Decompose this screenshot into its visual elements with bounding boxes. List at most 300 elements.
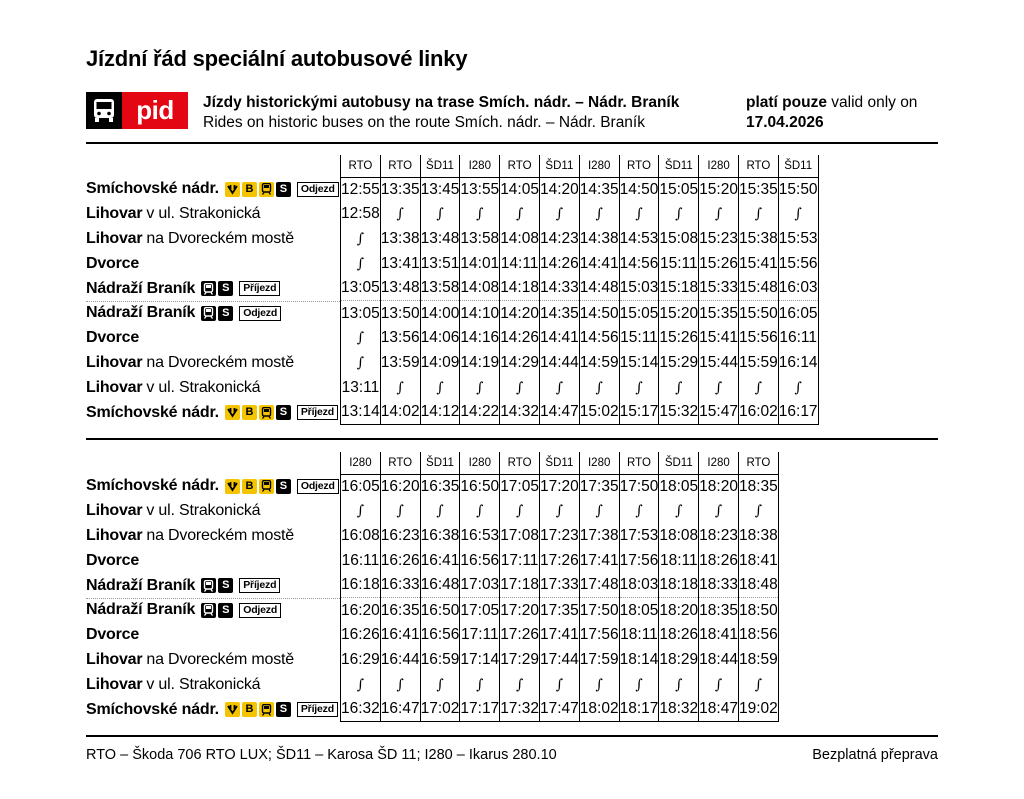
pass-icon: ∫ [356, 255, 365, 272]
departure-time: 14:56 [619, 251, 659, 276]
stop-name: Lihovar [86, 229, 143, 247]
departure-time: 14:10 [460, 301, 500, 326]
pass-through-mark [579, 375, 619, 400]
section-divider [86, 438, 938, 440]
stop-name: Nádraží Braník [86, 279, 196, 297]
vehicle-header-row [341, 452, 779, 474]
departure-time: 15:32 [659, 400, 699, 425]
stop-row [86, 623, 340, 648]
stop-name: Dvorce [86, 254, 140, 272]
stop-name: Smíchovské nádr. [86, 477, 219, 495]
departure-time: 14:06 [420, 326, 460, 351]
departure-time: 15:47 [699, 400, 739, 425]
departure-time: 17:18 [500, 573, 540, 598]
departure-time: 15:17 [619, 400, 659, 425]
stop-name: Lihovar [86, 353, 143, 371]
departure-time: 15:56 [778, 251, 818, 276]
line-s-icon: S [276, 405, 291, 420]
pass-through-mark [341, 227, 381, 252]
vehicle-type: I280 [699, 155, 739, 177]
transfer-icons [201, 281, 235, 296]
pass-icon: ∫ [675, 503, 683, 520]
departure-time: 16:41 [420, 548, 460, 573]
departure-time: 15:26 [659, 326, 699, 351]
pass-through-mark [579, 202, 619, 227]
departure-time: 14:32 [500, 400, 540, 425]
departure-time: 15:20 [659, 301, 699, 326]
departure-time: 17:23 [539, 524, 579, 549]
pass-icon: ∫ [396, 379, 404, 396]
header-divider [86, 142, 938, 144]
vehicle-type: ŠD11 [659, 452, 699, 474]
departure-time: 13:59 [380, 351, 420, 376]
departure-time: 18:18 [659, 573, 699, 598]
departure-time: 17:59 [579, 648, 619, 673]
departure-time: 15:33 [699, 276, 739, 301]
line-s-icon: S [218, 306, 233, 321]
departure-time: 13:11 [341, 375, 381, 400]
stop-row [86, 276, 340, 301]
timetable-grid [340, 155, 819, 425]
stop-row [86, 202, 340, 227]
stop-name: Nádraží Braník [86, 576, 196, 594]
departure-time: 15:38 [738, 227, 778, 252]
departure-time: 16:48 [420, 573, 460, 598]
departure-time: 13:45 [420, 177, 460, 202]
departure-time: 17:20 [500, 598, 540, 623]
vehicle-type: I280 [579, 155, 619, 177]
pass-through-mark [380, 375, 420, 400]
departure-time: 17:11 [500, 548, 540, 573]
departure-time: 12:58 [341, 202, 381, 227]
pass-through-mark [341, 672, 381, 697]
stop-name: Lihovar [86, 502, 143, 520]
stop-row [86, 573, 340, 598]
departure-time: 17:44 [539, 648, 579, 673]
departure-time: 17:33 [539, 573, 579, 598]
pass-through-mark [460, 202, 500, 227]
departure-time: 14:08 [500, 227, 540, 252]
pass-icon: ∫ [356, 230, 365, 247]
time-row [341, 276, 819, 301]
departure-time: 16:38 [420, 524, 460, 549]
departure-time: 15:14 [619, 351, 659, 376]
stop-name: Dvorce [86, 626, 140, 644]
pass-icon: ∫ [675, 379, 683, 396]
vehicle-type: RTO [619, 155, 659, 177]
pass-through-mark [460, 375, 500, 400]
line-s-icon: S [276, 479, 291, 494]
pid-logo-text: pid [122, 92, 188, 129]
departure-time: 13:41 [380, 251, 420, 276]
pass-through-mark [420, 202, 460, 227]
time-row [341, 598, 779, 623]
pass-through-mark [699, 375, 739, 400]
pass-through-mark [380, 202, 420, 227]
validity-note [746, 93, 917, 133]
vehicle-type: ŠD11 [778, 155, 818, 177]
stop-row [86, 375, 340, 400]
pass-icon: ∫ [476, 379, 484, 396]
departure-time: 16:17 [778, 400, 818, 425]
departure-time: 14:00 [420, 301, 460, 326]
stop-row [86, 672, 340, 697]
departure-time: 14:12 [420, 400, 460, 425]
train-icon [201, 306, 216, 321]
vehicle-type: RTO [738, 452, 778, 474]
vehicle-type: RTO [619, 452, 659, 474]
departure-time: 13:38 [380, 227, 420, 252]
departure-time: 13:48 [420, 227, 460, 252]
stop-row [86, 227, 340, 252]
pass-through-mark [380, 672, 420, 697]
departure-time: 13:58 [460, 227, 500, 252]
transfer-icons [225, 405, 293, 420]
departure-time: 16:35 [380, 598, 420, 623]
pass-through-mark [699, 672, 739, 697]
pass-through-mark [341, 499, 381, 524]
transfer-icons [225, 479, 293, 494]
departure-time: 14:18 [500, 276, 540, 301]
line-s-icon: S [276, 182, 291, 197]
departure-time: 14:11 [500, 251, 540, 276]
departure-time: 16:47 [380, 697, 420, 722]
departure-time: 16:11 [341, 548, 381, 573]
pass-icon: ∫ [714, 503, 723, 520]
departure-time: 17:14 [460, 648, 500, 673]
pass-icon: ∫ [595, 503, 603, 520]
departure-time: 18:35 [699, 598, 739, 623]
vehicle-type: RTO [380, 155, 420, 177]
departure-time: 16:44 [380, 648, 420, 673]
train-icon [259, 479, 274, 494]
pass-through-mark [460, 672, 500, 697]
departure-time: 16:35 [420, 474, 460, 499]
departure-time: 14:56 [579, 326, 619, 351]
route-subtitle [203, 93, 679, 133]
pass-through-mark [699, 202, 739, 227]
departure-time: 14:33 [539, 276, 579, 301]
pass-through-mark [738, 499, 778, 524]
departure-time: 17:02 [420, 697, 460, 722]
departure-time: 15:35 [699, 301, 739, 326]
pass-icon: ∫ [436, 379, 444, 396]
stop-row [86, 351, 340, 376]
departure-time: 18:11 [619, 623, 659, 648]
time-row [341, 524, 779, 549]
departure-time: 14:35 [539, 301, 579, 326]
pass-icon: ∫ [476, 503, 484, 520]
departure-time: 14:29 [500, 351, 540, 376]
departure-time: 14:41 [579, 251, 619, 276]
departure-time: 16:23 [380, 524, 420, 549]
stop-row [86, 474, 340, 499]
departure-time: 18:35 [738, 474, 778, 499]
departure-time: 16:08 [341, 524, 381, 549]
departure-time: 14:59 [579, 351, 619, 376]
departure-time: 17:47 [539, 697, 579, 722]
footer-divider [86, 735, 938, 737]
departure-time: 17:35 [579, 474, 619, 499]
pass-icon: ∫ [476, 676, 484, 693]
departure-time: 14:35 [579, 177, 619, 202]
vehicle-type: I280 [579, 452, 619, 474]
pass-icon: ∫ [555, 206, 564, 223]
pass-icon: ∫ [754, 379, 763, 396]
departure-time: 15:05 [619, 301, 659, 326]
departure-time: 16:33 [380, 573, 420, 598]
departure-time: 17:05 [500, 474, 540, 499]
departure-time: 17:38 [579, 524, 619, 549]
departure-time: 13:48 [380, 276, 420, 301]
pass-through-mark [380, 499, 420, 524]
pass-through-mark [659, 499, 699, 524]
departure-time: 15:41 [738, 251, 778, 276]
departure-time: 13:56 [380, 326, 420, 351]
departure-time: 15:48 [738, 276, 778, 301]
vehicle-type: I280 [699, 452, 739, 474]
pass-icon: ∫ [356, 503, 365, 520]
departure-time: 18:59 [738, 648, 778, 673]
pass-icon: ∫ [754, 206, 763, 223]
time-row [341, 548, 779, 573]
time-row [341, 648, 779, 673]
time-row [341, 227, 819, 252]
time-row [341, 400, 819, 425]
departure-time: 15:44 [699, 351, 739, 376]
departure-time: 15:50 [778, 177, 818, 202]
departure-time: 16:56 [420, 623, 460, 648]
departure-time: 15:08 [659, 227, 699, 252]
departure-time: 18:03 [619, 573, 659, 598]
departure-time: 18:41 [699, 623, 739, 648]
vehicle-type: RTO [380, 452, 420, 474]
departure-time: 17:29 [500, 648, 540, 673]
line-s-icon: S [218, 603, 233, 618]
departure-time: 15:18 [659, 276, 699, 301]
time-row [341, 474, 779, 499]
validity-en: valid only on [831, 94, 918, 111]
departure-time: 16:56 [460, 548, 500, 573]
metro-icon [225, 405, 240, 420]
time-row [341, 499, 779, 524]
pass-through-mark [341, 251, 381, 276]
pass-icon: ∫ [356, 354, 365, 371]
pass-icon: ∫ [515, 503, 524, 520]
stop-detail: na Dvoreckém mostě [146, 650, 294, 668]
stop-row [86, 301, 340, 326]
departure-time: 15:11 [619, 326, 659, 351]
pass-through-mark [738, 202, 778, 227]
departure-time: 17:41 [579, 548, 619, 573]
pass-through-mark [699, 499, 739, 524]
pass-through-mark [341, 351, 381, 376]
vehicle-legend: RTO – Škoda 706 RTO LUX; ŠD11 – Karosa ŠD 11; I280 – Ikarus 280.10 [86, 747, 557, 763]
stop-row [86, 400, 340, 425]
departure-time: 14:09 [420, 351, 460, 376]
vehicle-type: ŠD11 [539, 452, 579, 474]
stop-row [86, 326, 340, 351]
departure-time: 16:20 [380, 474, 420, 499]
pass-through-mark [500, 202, 540, 227]
departure-time: 15:20 [699, 177, 739, 202]
departure-time: 14:16 [460, 326, 500, 351]
departure-time: 17:11 [460, 623, 500, 648]
departure-time: 18:05 [619, 598, 659, 623]
departure-time: 16:02 [738, 400, 778, 425]
departure-time: 14:44 [539, 351, 579, 376]
stop-name: Lihovar [86, 205, 143, 223]
time-row [341, 301, 819, 326]
pass-through-mark [420, 672, 460, 697]
departure-time: 17:41 [539, 623, 579, 648]
stop-name: Lihovar [86, 526, 143, 544]
metro-icon [225, 702, 240, 717]
stop-name: Dvorce [86, 551, 140, 569]
departure-time: 13:35 [380, 177, 420, 202]
departure-time: 17:20 [539, 474, 579, 499]
pass-icon: ∫ [714, 676, 723, 693]
departure-time: 14:38 [579, 227, 619, 252]
departure-time: 16:03 [778, 276, 818, 301]
stop-separator [86, 301, 340, 302]
stop-tag: Odjezd [297, 182, 339, 197]
stop-row [86, 548, 340, 573]
pass-icon: ∫ [714, 379, 723, 396]
departure-time: 13:50 [380, 301, 420, 326]
departure-time: 17:08 [500, 524, 540, 549]
time-row [341, 202, 819, 227]
pass-icon: ∫ [396, 503, 404, 520]
departure-time: 16:26 [380, 548, 420, 573]
departure-time: 17:50 [619, 474, 659, 499]
departure-time: 14:22 [460, 400, 500, 425]
metro-icon [225, 182, 240, 197]
departure-time: 14:23 [539, 227, 579, 252]
pass-through-mark [778, 202, 818, 227]
pass-through-mark [619, 202, 659, 227]
departure-time: 18:44 [699, 648, 739, 673]
time-row [341, 177, 819, 202]
vehicle-type: RTO [341, 155, 381, 177]
departure-time: 16:59 [420, 648, 460, 673]
pass-through-mark [659, 202, 699, 227]
departure-time: 15:41 [699, 326, 739, 351]
departure-time: 18:23 [699, 524, 739, 549]
departure-time: 14:53 [619, 227, 659, 252]
vehicle-type: ŠD11 [420, 155, 460, 177]
departure-time: 17:05 [460, 598, 500, 623]
pass-icon: ∫ [436, 503, 444, 520]
stop-detail: v ul. Strakonická [146, 502, 261, 520]
pass-icon: ∫ [555, 676, 564, 693]
stop-row [86, 524, 340, 549]
time-row [341, 375, 819, 400]
departure-time: 14:05 [500, 177, 540, 202]
departure-time: 17:56 [579, 623, 619, 648]
departure-time: 17:26 [539, 548, 579, 573]
departure-time: 12:55 [341, 177, 381, 202]
pass-through-mark [579, 499, 619, 524]
departure-time: 18:26 [699, 548, 739, 573]
departure-time: 17:35 [539, 598, 579, 623]
departure-time: 14:26 [539, 251, 579, 276]
validity-date: 17.04.2026 [746, 114, 824, 131]
departure-time: 13:14 [341, 400, 381, 425]
stop-name: Smíchovské nádr. [86, 180, 219, 198]
pass-icon: ∫ [555, 503, 564, 520]
departure-time: 17:26 [500, 623, 540, 648]
page-title: Jízdní řád speciální autobusové linky [86, 46, 468, 71]
stop-row [86, 251, 340, 276]
pass-icon: ∫ [396, 676, 404, 693]
departure-time: 15:23 [699, 227, 739, 252]
vehicle-type: RTO [500, 452, 540, 474]
departure-time: 16:18 [341, 573, 381, 598]
departure-time: 17:03 [460, 573, 500, 598]
departure-time: 16:20 [341, 598, 381, 623]
subtitle-cz: Jízdy historickými autobusy na trase Smích. nádr. – Nádr. Braník [203, 94, 680, 111]
pass-through-mark [539, 672, 579, 697]
departure-time: 15:53 [778, 227, 818, 252]
stop-name: Smíchovské nádr. [86, 403, 219, 421]
departure-time: 14:19 [460, 351, 500, 376]
pass-icon: ∫ [635, 379, 643, 396]
departure-time: 18:56 [738, 623, 778, 648]
stop-detail: v ul. Strakonická [146, 378, 261, 396]
departure-time: 16:05 [341, 474, 381, 499]
departure-time: 15:26 [699, 251, 739, 276]
vehicle-type: I280 [460, 155, 500, 177]
pass-icon: ∫ [635, 676, 643, 693]
transfer-icons [201, 306, 235, 321]
train-icon [201, 578, 216, 593]
validity-cz: platí pouze [746, 94, 827, 111]
departure-time: 18:08 [659, 524, 699, 549]
departure-time: 18:50 [738, 598, 778, 623]
stop-row [86, 598, 340, 623]
train-icon [201, 603, 216, 618]
departure-time: 16:50 [420, 598, 460, 623]
departure-time: 16:32 [341, 697, 381, 722]
line-s-icon: S [276, 702, 291, 717]
stop-tag: Příjezd [239, 578, 280, 593]
departure-time: 18:41 [738, 548, 778, 573]
pass-through-mark [539, 202, 579, 227]
departure-time: 17:56 [619, 548, 659, 573]
departure-time: 13:05 [341, 276, 381, 301]
vehicle-type: I280 [460, 452, 500, 474]
line-s-icon: S [218, 578, 233, 593]
stop-name: Nádraží Braník [86, 601, 196, 619]
stop-name: Lihovar [86, 675, 143, 693]
stop-name: Smíchovské nádr. [86, 700, 219, 718]
pass-icon: ∫ [356, 330, 365, 347]
subtitle-en: Rides on historic buses on the route Smích. nádr. – Nádr. Braník [203, 114, 645, 131]
departure-time: 16:53 [460, 524, 500, 549]
pass-through-mark [738, 375, 778, 400]
departure-time: 13:05 [341, 301, 381, 326]
train-icon [259, 182, 274, 197]
bus-icon [86, 92, 122, 129]
line-s-icon: S [218, 281, 233, 296]
pass-through-mark [738, 672, 778, 697]
pass-icon: ∫ [476, 206, 484, 223]
time-row [341, 326, 819, 351]
departure-time: 16:29 [341, 648, 381, 673]
stop-tag: Odjezd [297, 479, 339, 494]
pass-icon: ∫ [396, 206, 404, 223]
